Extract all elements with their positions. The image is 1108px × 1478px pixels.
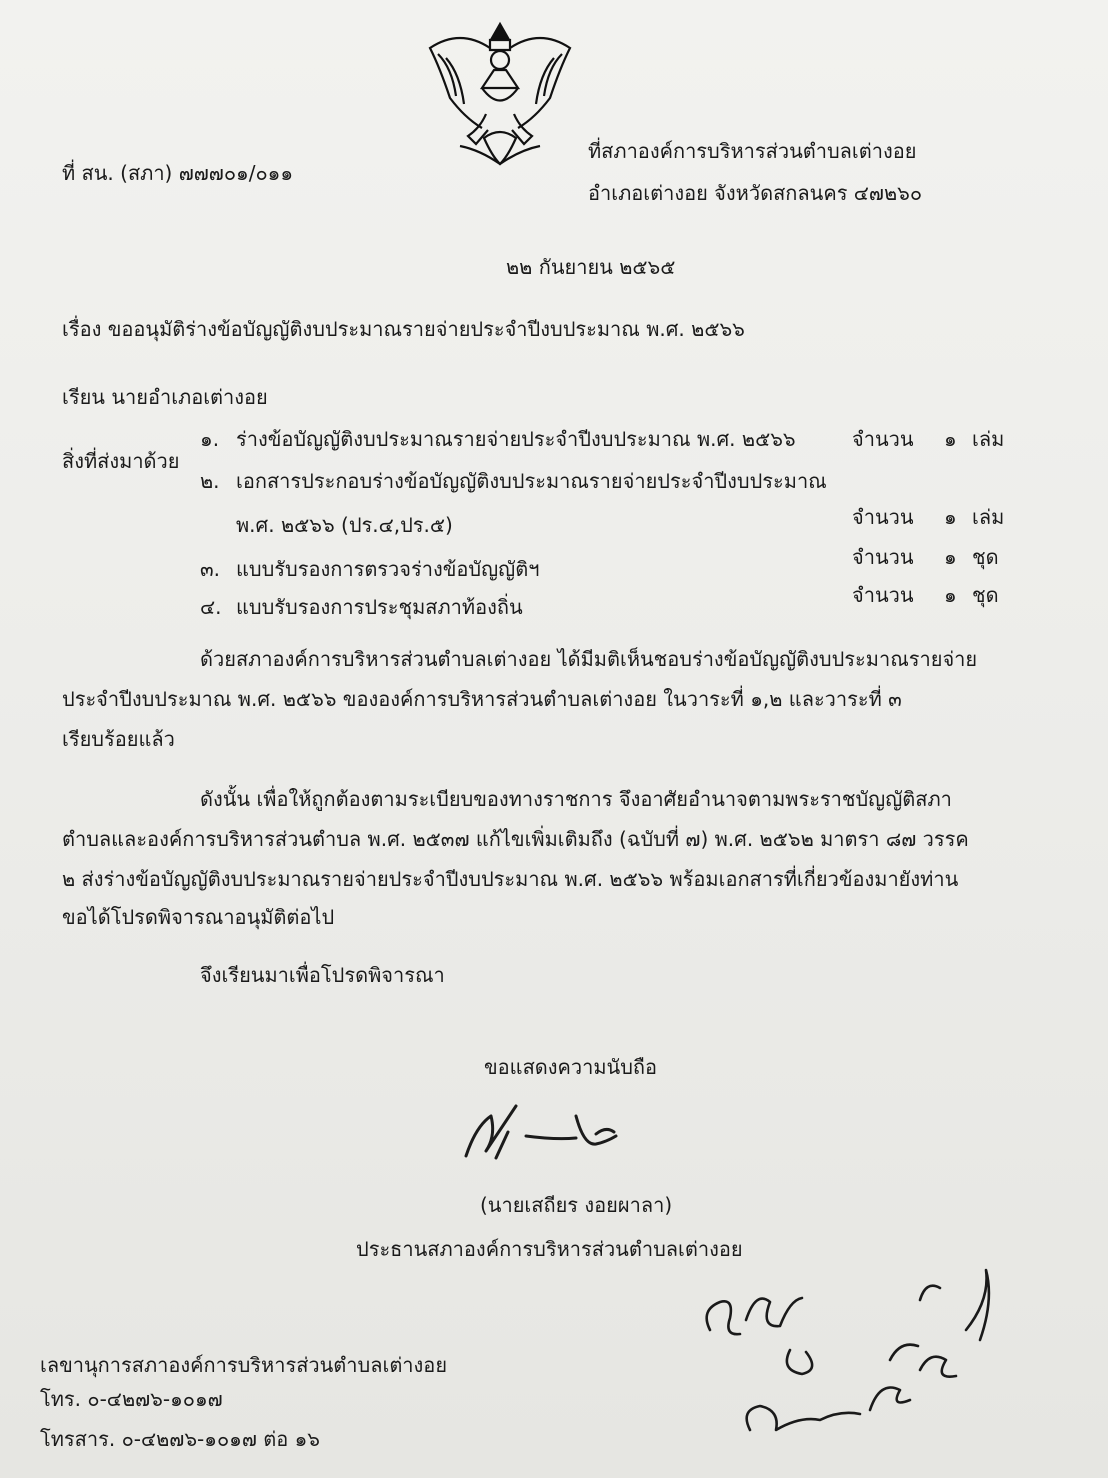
enclosure-4-text: แบบรับรองการประชุมสภาท้องถิ่น: [236, 595, 523, 619]
enclosure-1-number: ๑.: [200, 427, 220, 451]
enclosure-1-qty: ๑: [944, 427, 957, 451]
enclosure-1-unit: เล่ม: [972, 427, 1005, 451]
enclosure-3-number: ๓.: [200, 557, 221, 581]
enclosure-2-text-continued: พ.ศ. ๒๕๖๖ (ปร.๔,ปร.๕): [236, 513, 453, 537]
enclosure-2-qty: ๑: [944, 505, 957, 529]
signatory-title: ประธานสภาองค์การบริหารส่วนตำบลเต่างอย: [356, 1237, 743, 1261]
enclosure-1-text: ร่างข้อบัญญัติงบประมาณรายจ่ายประจำปีงบประมาณ พ.ศ. ๒๕๖๖: [236, 427, 796, 451]
paragraph-1-line-1: ด้วยสภาองค์การบริหารส่วนตำบลเต่างอย ได้มีมติเห็นชอบร่างข้อบัญญัติงบประมาณรายจ่าย: [200, 647, 978, 671]
enclosure-4-number: ๔.: [200, 595, 222, 619]
organization-line-1: ที่สภาองค์การบริหารส่วนตำบลเต่างอย: [588, 139, 917, 163]
enclosure-2-qty-label: จำนวน: [852, 505, 914, 529]
enclosure-1-qty-label: จำนวน: [852, 427, 914, 451]
footer-office: เลขานุการสภาองค์การบริหารส่วนตำบลเต่างอย: [40, 1353, 448, 1377]
footer-telephone: โทร. ๐-๔๒๗๖-๑๐๑๗: [40, 1387, 223, 1411]
footer-fax: โทรสาร. ๐-๔๒๗๖-๑๐๑๗ ต่อ ๑๖: [40, 1427, 320, 1451]
enclosures-label: สิ่งที่ส่งมาด้วย: [62, 449, 180, 473]
signatory-name: (นายเสถียร งอยผาลา): [480, 1193, 673, 1217]
enclosure-2-unit: เล่ม: [972, 505, 1005, 529]
paragraph-2-line-4: ขอได้โปรดพิจารณาอนุมัติต่อไป: [62, 905, 335, 929]
paragraph-2-line-3: ๒ ส่งร่างข้อบัญญัติงบประมาณรายจ่ายประจำปีงบประมาณ พ.ศ. ๒๕๖๖ พร้อมเอกสารที่เกี่ยวข้องมายังท่าน: [62, 867, 959, 891]
subject-line: เรื่อง ขออนุมัติร่างข้อบัญญัติงบประมาณรายจ่ายประจำปีงบประมาณ พ.ศ. ๒๕๖๖: [62, 317, 745, 341]
paragraph-2-line-1: ดังนั้น เพื่อให้ถูกต้องตามระเบียบของทางราชการ จึงอาศัยอำนาจตามพระราชบัญญัติสภา: [200, 787, 952, 811]
paragraph-2-line-2: ตำบลและองค์การบริหารส่วนตำบล พ.ศ. ๒๕๓๗ แก้ไขเพิ่มเติมถึง (ฉบับที่ ๗) พ.ศ. ๒๕๖๒ มาตรา ๘๗ วรรค: [62, 827, 969, 851]
regards-line: ขอแสดงความนับถือ: [484, 1055, 658, 1079]
paragraph-1-line-2: ประจำปีงบประมาณ พ.ศ. ๒๕๖๖ ขององค์การบริหารส่วนตำบลเต่างอย ในวาระที่ ๑,๒ และวาระที่ ๓: [62, 687, 902, 711]
garuda-emblem-icon: [420, 18, 580, 168]
recipient-line: เรียน นายอำเภอเต่างอย: [62, 385, 268, 409]
organization-line-2: อำเภอเต่างอย จังหวัดสกลนคร ๔๗๒๖๐: [588, 181, 923, 205]
enclosure-4-unit: ชุด: [972, 583, 999, 607]
enclosure-4-qty-label: จำนวน: [852, 583, 914, 607]
enclosure-4-qty: ๑: [944, 583, 957, 607]
enclosure-3-text: แบบรับรองการตรวจร่างข้อบัญญัติฯ: [236, 557, 540, 581]
handwritten-note-mark: [690, 1240, 1020, 1470]
closing-line: จึงเรียนมาเพื่อโปรดพิจารณา: [200, 963, 445, 987]
enclosure-3-qty-label: จำนวน: [852, 545, 914, 569]
reference-number: ที่ สน. (สภา) ๗๗๗๐๑/๐๑๑: [62, 161, 294, 185]
document-date: ๒๒ กันยายน ๒๕๖๕: [506, 255, 676, 279]
enclosure-2-number: ๒.: [200, 469, 220, 493]
enclosure-3-unit: ชุด: [972, 545, 999, 569]
enclosure-3-qty: ๑: [944, 545, 957, 569]
enclosure-2-text: เอกสารประกอบร่างข้อบัญญัติงบประมาณรายจ่ายประจำปีงบประมาณ: [236, 469, 827, 493]
paragraph-1-line-3: เรียบร้อยแล้ว: [62, 727, 175, 751]
signature-mark: [456, 1096, 646, 1176]
